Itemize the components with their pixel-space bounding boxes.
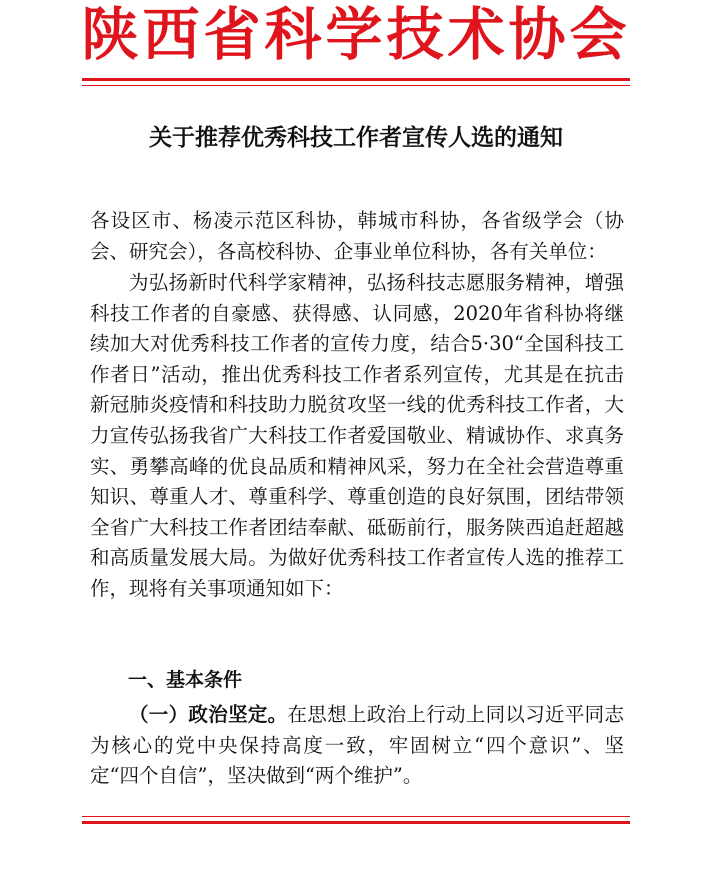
document-title: 关于推荐优秀科技工作者宣传人选的通知 <box>149 124 563 151</box>
footer-rule-thick <box>82 821 630 824</box>
condition-item-text: 在思想上政治上行动上同以习近平同志为核心的党中央保持高度一致，牢固树立“四个意识”、坚定“四个自信”，坚决做到“两个维护”。 <box>90 703 624 788</box>
footer-rule-thin <box>82 816 630 817</box>
letterhead-rule-thin <box>82 85 630 86</box>
organization-name: 陕西省科学技术协会 <box>81 2 631 68</box>
condition-item <box>90 700 624 792</box>
letterhead-rule-thick <box>82 78 630 81</box>
section-heading: 一、基本条件 <box>128 669 243 691</box>
condition-item-heading: （一）政治坚定。 <box>129 703 288 726</box>
body-paragraph: 为弘扬新时代科学家精神，弘扬科技志愿服务精神，增强科技工作者的自豪感、获得感、认同感，2020年省科协将继续加大对优秀科技工作者的宣传力度，结合5·30“全国科技工作者日”活动，推出优秀科技工作者系列宣传，尤其是在抗击新冠肺炎疫情和科技助力脱贫攻坚一线的优秀科技工作者，大力宣传弘扬我省广大科技工作者爱国敬业、精诚协作、求真务实、勇攀高峰的优良品质和精神风采，努力在全社会营造尊重知识、尊重人才、尊重科学、尊重创造的良好氛围，团结带领全省广大科技工作者团结奉献、砥砺前行，服务陕西追赶超越和高质量发展大局。为做好优秀科技工作者宣传人选的推荐工作，现将有关事项通知如下： <box>90 271 624 600</box>
salutation: 各设区市、杨凌示范区科协，韩城市科协，各省级学会（协会、研究会），各高校科协、企事业单位科协，各有关单位： <box>90 209 624 263</box>
